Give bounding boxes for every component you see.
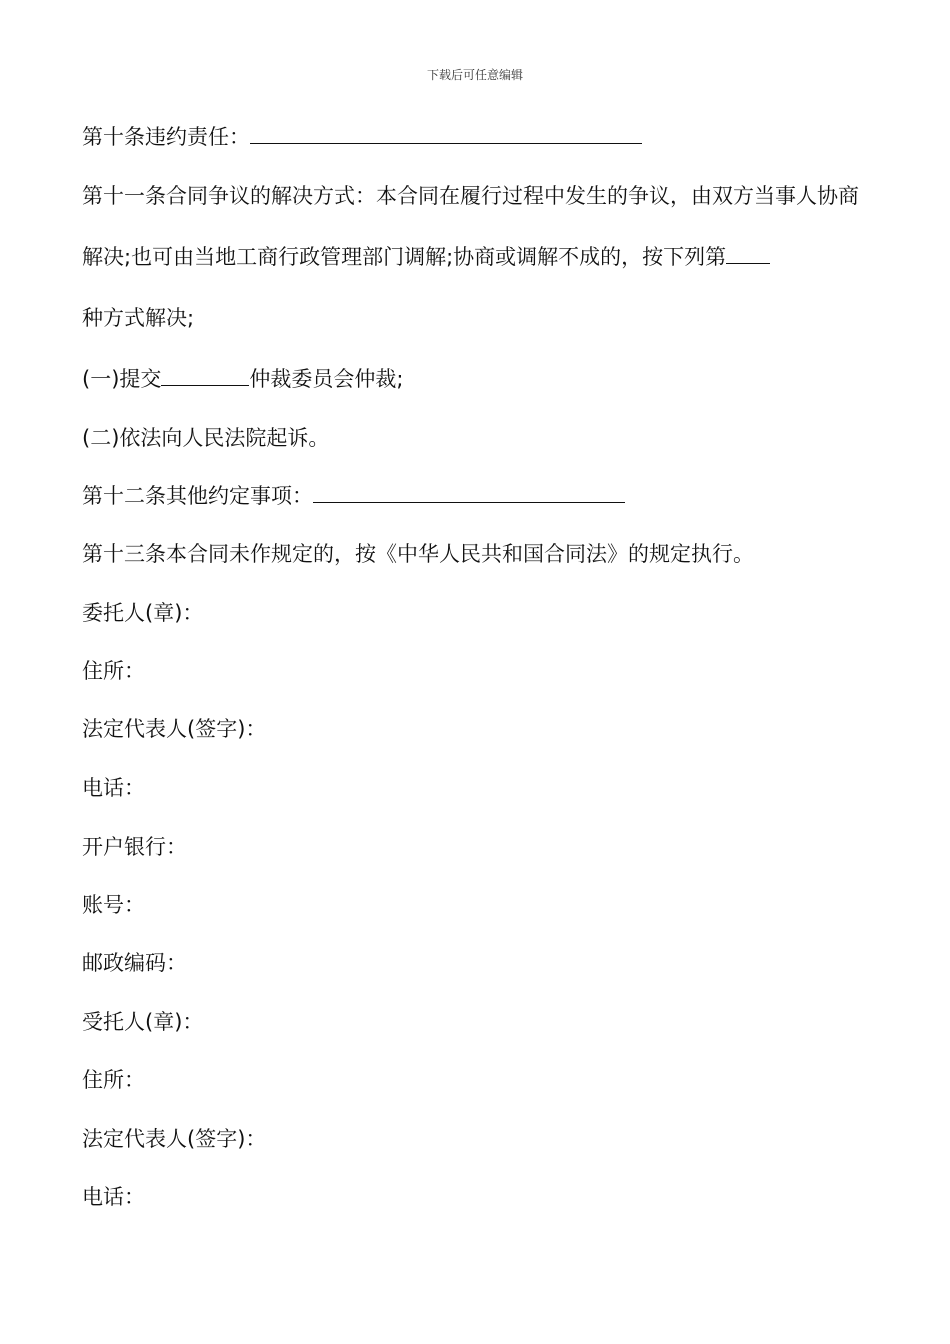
principal-account-label: 账号：: [82, 893, 145, 917]
page-header-caption: 下载后可任意编辑: [426, 68, 523, 82]
principal-seal-label: 委托人(章)：: [82, 601, 204, 625]
principal-representative-label: 法定代表人(签字)：: [82, 717, 267, 741]
principal-address-label: 住所：: [82, 659, 145, 683]
principal-postcode-label: 邮政编码：: [82, 951, 187, 975]
principal-bank-label: 开户银行：: [82, 835, 187, 859]
agent-address-label: 住所：: [82, 1068, 145, 1092]
method-number-blank[interactable]: [726, 244, 770, 264]
article-11-text: 第十一条合同争议的解决方式：本合同在履行过程中发生的争议，由双方当事人协商解决;也可由当地工商行政管理部门调解;协商或调解不成的，按下列第: [82, 184, 859, 269]
option-1-line: [82, 366, 403, 392]
article-10-line: [82, 124, 642, 150]
agent-phone-label: 电话：: [82, 1185, 145, 1209]
arbitration-commission-blank[interactable]: [161, 366, 249, 386]
option-1-prefix: (一)提交: [82, 367, 162, 391]
other-matters-blank[interactable]: [313, 483, 625, 503]
article-10-label: 第十条违约责任：: [82, 125, 250, 149]
agent-representative-label: 法定代表人(签字)：: [82, 1127, 267, 1151]
article-12-line: [82, 483, 625, 509]
liability-blank[interactable]: [250, 124, 642, 144]
principal-phone-label: 电话：: [82, 776, 145, 800]
option-2-line: (二)依法向人民法院起诉。: [82, 426, 330, 450]
article-11-text-end: 种方式解决;: [82, 306, 195, 330]
agent-seal-label: 受托人(章)：: [82, 1010, 204, 1034]
article-12-label: 第十二条其他约定事项：: [82, 484, 313, 508]
option-1-suffix: 仲裁委员会仲裁;: [249, 367, 404, 391]
article-13-line: 第十三条本合同未作规定的，按《中华人民共和国合同法》的规定执行。: [82, 542, 754, 566]
article-11-paragraph: [82, 166, 872, 349]
